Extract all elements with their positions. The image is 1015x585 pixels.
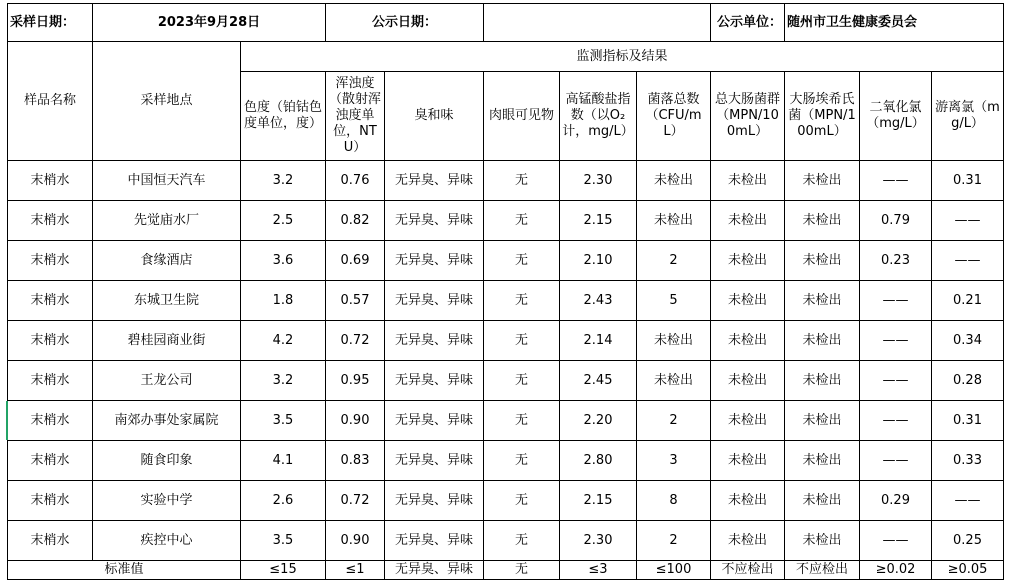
standard-cell[interactable]: ≤3 [560,561,637,580]
result-cell[interactable]: 2.20 [560,401,637,441]
result-cell[interactable]: 无异臭、异味 [385,321,484,361]
sample-location-cell[interactable]: 实验中学 [93,481,241,521]
sample-name-cell[interactable]: 末梢水 [8,481,93,521]
table-row [8,281,1004,321]
result-cell[interactable]: 0.72 [326,481,385,521]
result-cell[interactable]: 未检出 [711,201,785,241]
sample-location-cell[interactable]: 疾控中心 [93,521,241,561]
result-cell[interactable]: 无异臭、异味 [385,481,484,521]
standard-cell[interactable]: 无异臭、异味 [385,561,484,580]
result-cell[interactable]: 2.30 [560,161,637,201]
result-cell[interactable]: 2.43 [560,281,637,321]
result-cell[interactable]: 2.15 [560,201,637,241]
sample-location-cell[interactable]: 东城卫生院 [93,281,241,321]
sample-location-cell[interactable]: 先觉庙水厂 [93,201,241,241]
header-col[interactable]: 色度（铂钴色度单位，度） [241,72,326,161]
sample-location-cell[interactable]: 王龙公司 [93,361,241,401]
result-cell[interactable]: 2.6 [241,481,326,521]
standard-label[interactable]: 标准值 [8,561,241,580]
publish-date-label[interactable]: 公示日期： [326,4,484,42]
header-row-1 [8,42,1004,72]
result-cell[interactable]: 0.79 [860,201,932,241]
result-cell[interactable]: 0.33 [932,441,1004,481]
result-cell[interactable]: 0.23 [860,241,932,281]
result-cell[interactable]: 无异臭、异味 [385,521,484,561]
result-cell[interactable]: 未检出 [785,441,860,481]
title-row [8,4,1004,42]
result-cell[interactable]: 无 [484,481,560,521]
result-cell[interactable]: 0.29 [860,481,932,521]
publish-date-value[interactable] [484,4,711,42]
result-cell[interactable]: 3.2 [241,161,326,201]
result-cell[interactable]: 3.2 [241,361,326,401]
result-cell[interactable]: 未检出 [785,201,860,241]
result-cell[interactable]: 未检出 [785,361,860,401]
result-cell[interactable]: 未检出 [785,161,860,201]
table-row [8,401,1004,441]
result-cell[interactable]: 4.2 [241,321,326,361]
result-cell[interactable]: 未检出 [711,521,785,561]
publisher-value[interactable]: 随州市卫生健康委员会 [785,4,1004,42]
result-cell[interactable]: 0.90 [326,521,385,561]
result-cell[interactable]: 无 [484,241,560,281]
result-cell[interactable]: 未检出 [637,361,711,401]
result-cell[interactable]: 未检出 [637,321,711,361]
result-cell[interactable]: 3.5 [241,521,326,561]
sample-location-cell[interactable]: 碧桂园商业街 [93,321,241,361]
standard-cell[interactable]: ≥0.05 [932,561,1004,580]
table-row [8,361,1004,401]
result-cell[interactable]: 未检出 [785,401,860,441]
result-cell[interactable]: —— [860,161,932,201]
result-cell[interactable]: 无 [484,521,560,561]
result-cell[interactable]: 无 [484,161,560,201]
header-col[interactable]: 二氧化氯（mg/L） [860,72,932,161]
header-indicator-group[interactable]: 监测指标及结果 [241,42,1004,72]
result-cell[interactable]: 0.31 [932,161,1004,201]
result-cell[interactable]: 无 [484,201,560,241]
cell-selection-marker [6,401,8,440]
result-cell[interactable]: 未检出 [711,401,785,441]
result-cell[interactable]: 无 [484,281,560,321]
table-row [8,481,1004,521]
result-cell[interactable]: 未检出 [637,161,711,201]
header-col[interactable]: 总大肠菌群（MPN/100mL） [711,72,785,161]
result-cell[interactable]: 8 [637,481,711,521]
result-cell[interactable]: 0.82 [326,201,385,241]
table-row [8,201,1004,241]
result-cell[interactable]: 未检出 [785,521,860,561]
header-sample-location[interactable]: 采样地点 [93,42,241,161]
result-cell[interactable]: —— [932,241,1004,281]
result-cell[interactable]: 3 [637,441,711,481]
standard-cell[interactable]: ≥0.02 [860,561,932,580]
result-cell[interactable]: 3.5 [241,401,326,441]
sample-name-cell[interactable]: 末梢水 [8,161,93,201]
result-cell[interactable]: 0.90 [326,401,385,441]
result-cell[interactable]: 2.15 [560,481,637,521]
result-cell[interactable]: 0.95 [326,361,385,401]
sample-name-cell[interactable]: 末梢水 [8,521,93,561]
table-row [8,241,1004,281]
sample-name-cell[interactable]: 末梢水 [8,441,93,481]
result-cell[interactable]: —— [860,441,932,481]
result-cell[interactable]: 无 [484,321,560,361]
sample-date-label[interactable]: 采样日期： [8,4,93,42]
sample-name-cell[interactable]: 末梢水 [8,201,93,241]
result-cell[interactable]: 0.57 [326,281,385,321]
result-cell[interactable]: —— [860,321,932,361]
table-row [8,321,1004,361]
result-cell[interactable]: 未检出 [785,281,860,321]
sample-name-cell[interactable]: 末梢水 [8,321,93,361]
data-rows [8,161,1004,561]
sample-name-cell[interactable]: 末梢水 [8,281,93,321]
result-cell[interactable]: 0.28 [932,361,1004,401]
result-cell[interactable]: —— [860,401,932,441]
result-cell[interactable]: 无异臭、异味 [385,281,484,321]
result-cell[interactable]: 未检出 [711,481,785,521]
result-cell[interactable]: 未检出 [711,161,785,201]
sample-location-cell[interactable]: 南郊办事处家属院 [93,401,241,441]
result-cell[interactable]: —— [932,201,1004,241]
result-cell[interactable]: 无 [484,361,560,401]
table-row [8,161,1004,201]
result-cell[interactable]: 无 [484,401,560,441]
sample-location-cell[interactable]: 食缘酒店 [93,241,241,281]
header-col[interactable]: 肉眼可见物 [484,72,560,161]
result-cell[interactable]: 0.76 [326,161,385,201]
result-cell[interactable]: 2.80 [560,441,637,481]
result-cell[interactable]: 未检出 [785,321,860,361]
result-cell[interactable]: 0.83 [326,441,385,481]
header-col[interactable]: 菌落总数（CFU/mL） [637,72,711,161]
result-cell[interactable]: 未检出 [711,281,785,321]
header-sample-name[interactable]: 样品名称 [8,42,93,161]
result-cell[interactable]: —— [860,361,932,401]
result-cell[interactable]: 4.1 [241,441,326,481]
sample-date-value[interactable]: 2023年9月28日 [93,4,326,42]
result-cell[interactable]: 无异臭、异味 [385,361,484,401]
result-cell[interactable]: 0.34 [932,321,1004,361]
result-cell[interactable]: 未检出 [637,201,711,241]
result-cell[interactable]: 未检出 [785,241,860,281]
result-cell[interactable]: 0.21 [932,281,1004,321]
header-col[interactable]: 高锰酸盐指数（以O₂计，mg/L） [560,72,637,161]
result-cell[interactable]: 无 [484,441,560,481]
standard-cell[interactable]: ≤15 [241,561,326,580]
result-cell[interactable]: 无异臭、异味 [385,401,484,441]
result-cell[interactable]: 0.31 [932,401,1004,441]
result-cell[interactable]: 未检出 [785,481,860,521]
result-cell[interactable]: 无异臭、异味 [385,441,484,481]
result-cell[interactable]: 无异臭、异味 [385,161,484,201]
header-col[interactable]: 浑浊度（散射浑浊度单位，NTU） [326,72,385,161]
table-row [8,521,1004,561]
result-cell[interactable]: 2.30 [560,521,637,561]
result-cell[interactable]: 无异臭、异味 [385,201,484,241]
result-cell[interactable]: 0.25 [932,521,1004,561]
sample-location-cell[interactable]: 中国恒天汽车 [93,161,241,201]
standard-cell[interactable]: 不应检出 [711,561,785,580]
standard-row [8,561,1004,580]
publisher-label[interactable]: 公示单位： [711,4,785,42]
result-cell[interactable]: 未检出 [711,361,785,401]
standard-cell[interactable]: 无 [484,561,560,580]
result-cell[interactable]: 5 [637,281,711,321]
standard-cell[interactable]: 不应检出 [785,561,860,580]
result-cell[interactable]: 2 [637,521,711,561]
result-cell[interactable]: 2.45 [560,361,637,401]
result-cell[interactable]: —— [860,521,932,561]
result-cell[interactable]: 2.10 [560,241,637,281]
result-cell[interactable]: —— [932,481,1004,521]
result-cell[interactable]: 0.72 [326,321,385,361]
result-cell[interactable]: 0.69 [326,241,385,281]
sample-name-cell[interactable]: 末梢水 [8,241,93,281]
sample-name-cell[interactable]: 末梢水 [8,401,93,441]
result-cell[interactable]: 3.6 [241,241,326,281]
result-cell[interactable]: 未检出 [711,441,785,481]
result-cell[interactable]: 2 [637,241,711,281]
standard-cell[interactable]: ≤1 [326,561,385,580]
result-cell[interactable]: 2 [637,401,711,441]
result-cell[interactable]: 2.5 [241,201,326,241]
header-col[interactable]: 游离氯（mg/L） [932,72,1004,161]
standard-cell[interactable]: ≤100 [637,561,711,580]
result-cell[interactable]: 无异臭、异味 [385,241,484,281]
sample-location-cell[interactable]: 随食印象 [93,441,241,481]
result-cell[interactable]: 未检出 [711,321,785,361]
header-col[interactable]: 臭和味 [385,72,484,161]
result-cell[interactable]: 未检出 [711,241,785,281]
result-cell[interactable]: —— [860,281,932,321]
result-cell[interactable]: 2.14 [560,321,637,361]
sample-name-cell[interactable]: 末梢水 [8,361,93,401]
table-row [8,441,1004,481]
result-cell[interactable]: 1.8 [241,281,326,321]
header-col[interactable]: 大肠埃希氏菌（MPN/100mL） [785,72,860,161]
water-quality-table [7,3,1004,580]
